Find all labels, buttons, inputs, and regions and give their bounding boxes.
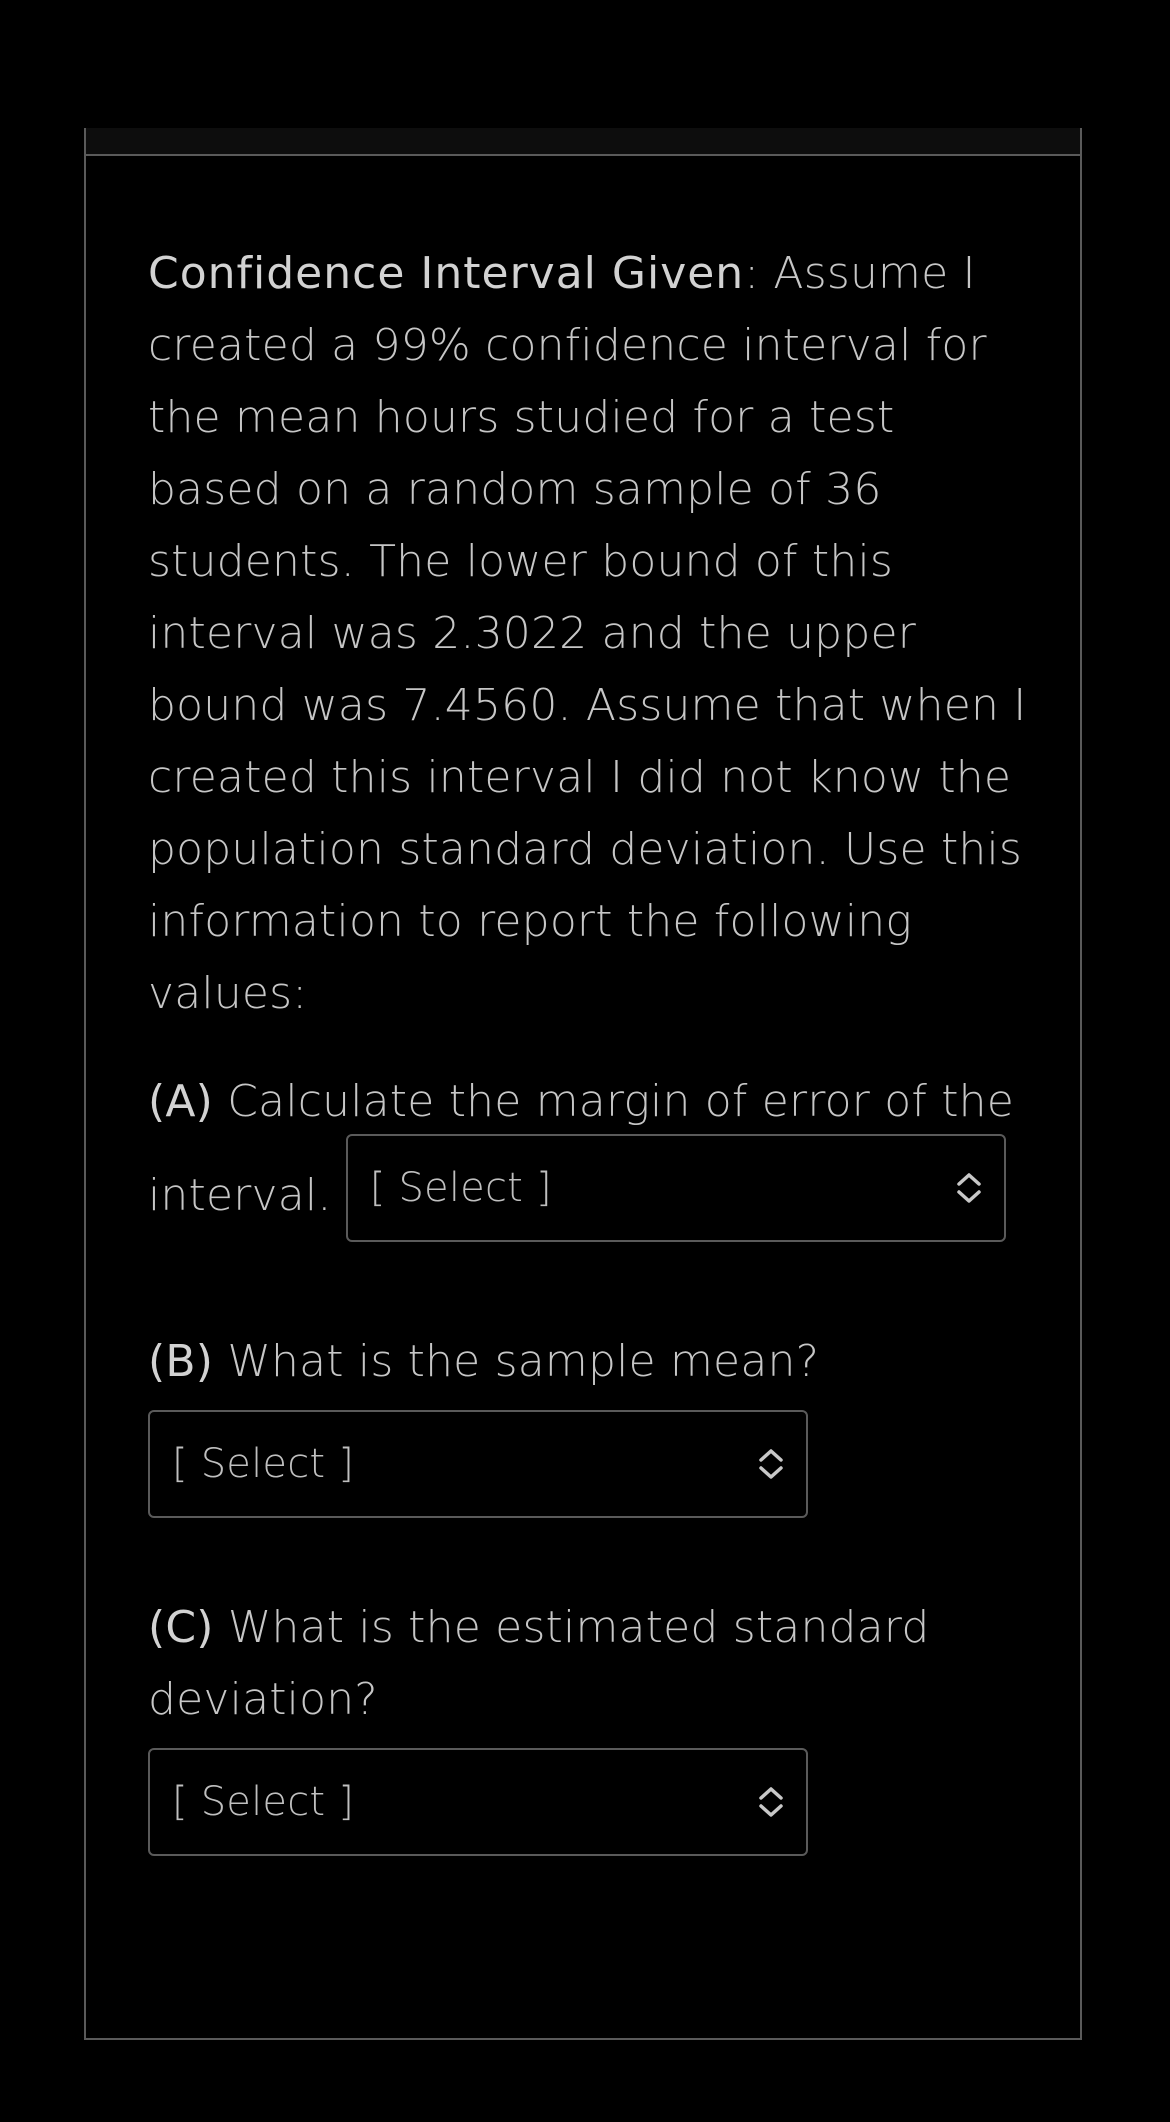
question-intro-text: Assume I created a 99% confidence interval for the mean hours studied for a test based on a random sample of 36 students. The lower bound of this interval was 2.3022 and the upper bound was 7.4560. Assume that when I created this interval I did not know the population standard deviation. Use this information to report the following values: <box>148 248 1027 1019</box>
select-arrows-icon <box>756 1447 786 1481</box>
part-a-text-cont: interval. <box>148 1170 332 1221</box>
part-a-select-value: [ Select ] <box>369 1165 552 1211</box>
heading-separator: : <box>744 248 760 299</box>
part-c-select[interactable] <box>148 1748 808 1856</box>
select-arrows-icon <box>954 1171 984 1205</box>
part-a-select[interactable] <box>346 1134 1006 1242</box>
part-b-select[interactable] <box>148 1410 808 1518</box>
part-a-label: (A) <box>148 1076 214 1127</box>
part-b-text: What is the sample mean? <box>227 1336 820 1387</box>
part-c <box>148 1592 1028 1856</box>
part-c-text: What is the estimated standard deviation? <box>148 1602 930 1725</box>
select-arrows-icon <box>756 1785 786 1819</box>
question-card <box>84 128 1082 2040</box>
part-b-select-value: [ Select ] <box>172 1441 355 1487</box>
question-intro <box>148 238 1028 1030</box>
part-b-label: (B) <box>148 1336 214 1387</box>
part-a <box>148 1066 1028 1252</box>
part-b <box>148 1326 1028 1518</box>
part-c-select-value: [ Select ] <box>172 1779 355 1825</box>
question-heading: Confidence Interval Given <box>148 248 745 299</box>
part-c-label: (C) <box>148 1602 214 1653</box>
part-a-text: Calculate the margin of error of the <box>227 1076 1015 1127</box>
question-content <box>148 238 1028 1856</box>
card-header <box>86 128 1080 156</box>
